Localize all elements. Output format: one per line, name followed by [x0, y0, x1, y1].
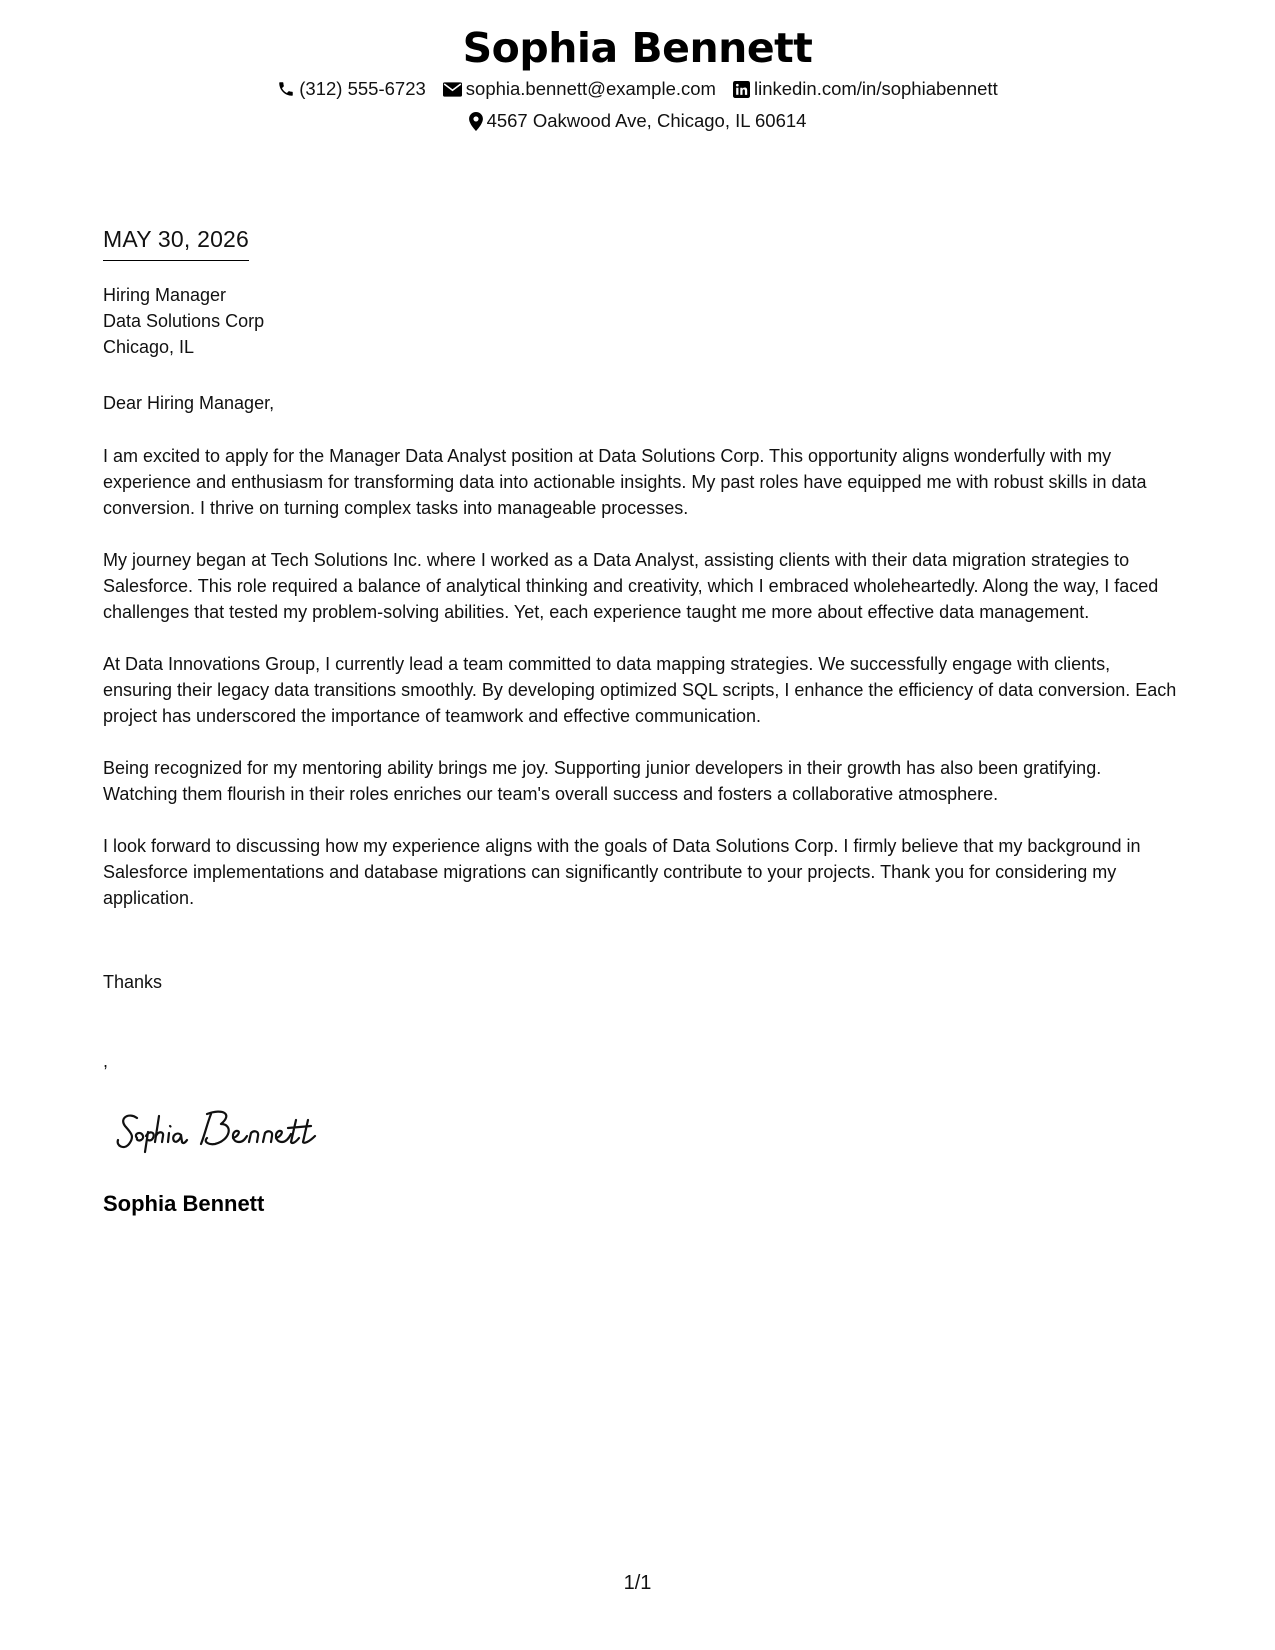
- linkedin-text: linkedin.com/in/sophiabennett: [753, 78, 998, 99]
- body-paragraph: My journey began at Tech Solutions Inc. where I worked as a Data Analyst, assisting clients with their data migration strategies to Salesforce. This role required a balance of analytical thinking and creativity, which I embraced wholeheartedly. Along the way, I faced challenges that tested my problem-solving abilities. Yet, each experience taught me more about effective data management.: [103, 550, 1159, 622]
- body-paragraph: I look forward to discussing how my experience aligns with the goals of Data Solutions Corp. I firmly believe that my background in Salesforce implementations and database migrations can significantly contribute to your projects. Thank you for considering my application.: [103, 836, 1141, 908]
- closing-comma: ,: [103, 1051, 109, 1071]
- recipient-title: Hiring Manager: [103, 285, 227, 305]
- signature-image: [115, 1100, 355, 1160]
- linkedin-icon: [733, 81, 750, 98]
- body-paragraph: I am excited to apply for the Manager Data Analyst position at Data Solutions Corp. This opportunity aligns wonderfully with my experience and enthusiasm for transforming data into actionable insights. My past roles have equipped me with robust skills in data conversion. I thrive on turning complex tasks into manageable processes.: [103, 446, 1147, 518]
- email-contact: [443, 77, 716, 101]
- body-paragraph: At Data Innovations Group, I currently lead a team committed to data mapping strategies. We successfully engage with clients, ensuring their legacy data transitions smoothly. By developing optimized SQL scripts, I enhance the efficiency of data conversion. Each project has underscored the importance of teamwork and effective communication.: [103, 654, 1177, 726]
- address-text: 4567 Oakwood Ave, Chicago, IL 60614: [486, 110, 807, 131]
- letter-body: [103, 443, 1178, 937]
- contact-row-primary: [0, 77, 1275, 101]
- letter-date: MAY 30, 2026: [103, 224, 249, 261]
- email-text: sophia.bennett@example.com: [465, 78, 716, 99]
- greeting: Dear Hiring Manager,: [103, 393, 275, 413]
- phone-contact: [277, 77, 426, 101]
- phone-icon: [277, 80, 295, 98]
- page-number: 1/1: [623, 1572, 652, 1594]
- recipient-block: [103, 282, 264, 360]
- recipient-location: Chicago, IL: [103, 337, 195, 357]
- signed-name: Sophia Bennett: [103, 1191, 265, 1216]
- envelope-icon: [443, 82, 462, 97]
- contact-row-address: [0, 109, 1275, 133]
- linkedin-contact: [733, 77, 998, 101]
- recipient-company: Data Solutions Corp: [103, 311, 265, 331]
- letter-header: [0, 22, 1275, 133]
- address-contact: [469, 109, 807, 133]
- body-paragraph: Being recognized for my mentoring ability brings me joy. Supporting junior developers in their growth has also been gratifying. Watching them flourish in their roles enriches our team's overall success and fosters a collaborative atmosphere.: [103, 758, 1102, 804]
- map-marker-icon: [469, 112, 483, 131]
- handwritten-signature: [115, 1100, 355, 1160]
- sender-name: Sophia Bennett: [462, 24, 813, 72]
- phone-text: (312) 555-6723: [299, 78, 426, 99]
- closing: Thanks: [103, 972, 163, 992]
